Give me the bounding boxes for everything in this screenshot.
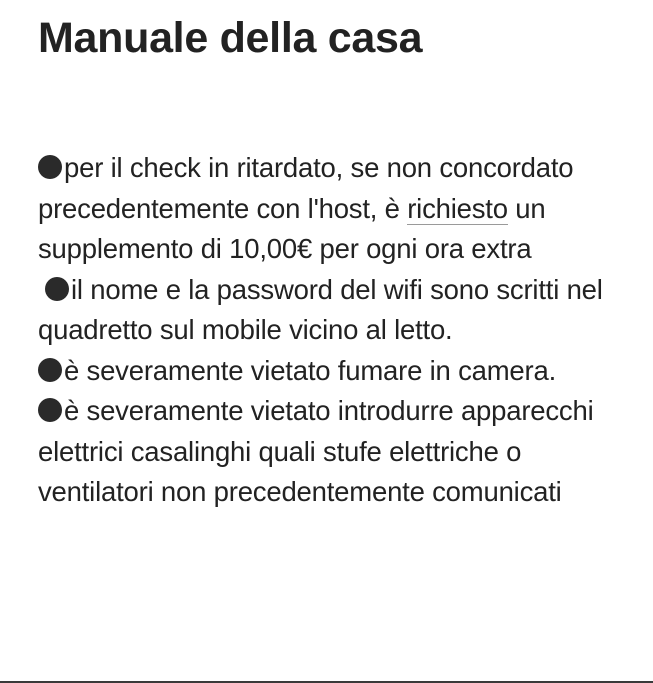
rule-no-smoking bbox=[38, 351, 638, 392]
bullet-icon bbox=[38, 155, 62, 179]
rule-no-appliances bbox=[38, 391, 638, 513]
rule-late-checkin-text-end: un supplemento di 10,00€ per ogni ora extra bbox=[38, 192, 546, 264]
bullet-icon bbox=[38, 358, 62, 382]
rule-late-checkin bbox=[38, 148, 638, 270]
rule-late-checkin-text-start: per il check in ritardato, se non concordato precedentemente con l'host, è bbox=[38, 152, 574, 224]
rule-late-checkin-underlined-word: richiesto bbox=[407, 192, 508, 224]
rule-wifi-text: il nome e la password del wifi sono scritti nel quadretto sul mobile vicino al letto. bbox=[38, 273, 603, 345]
rule-no-appliances-text: è severamente vietato introdurre apparecchi elettrici casalinghi quali stufe elettriche o ventilatori non precedentemente comunicati bbox=[38, 395, 594, 507]
rule-wifi bbox=[38, 270, 638, 351]
bullet-icon bbox=[45, 277, 69, 301]
rule-no-smoking-text: è severamente vietato fumare in camera. bbox=[64, 354, 557, 386]
house-rules-list bbox=[38, 148, 638, 513]
page-title: Manuale della casa bbox=[38, 14, 423, 62]
bullet-icon bbox=[38, 398, 62, 422]
